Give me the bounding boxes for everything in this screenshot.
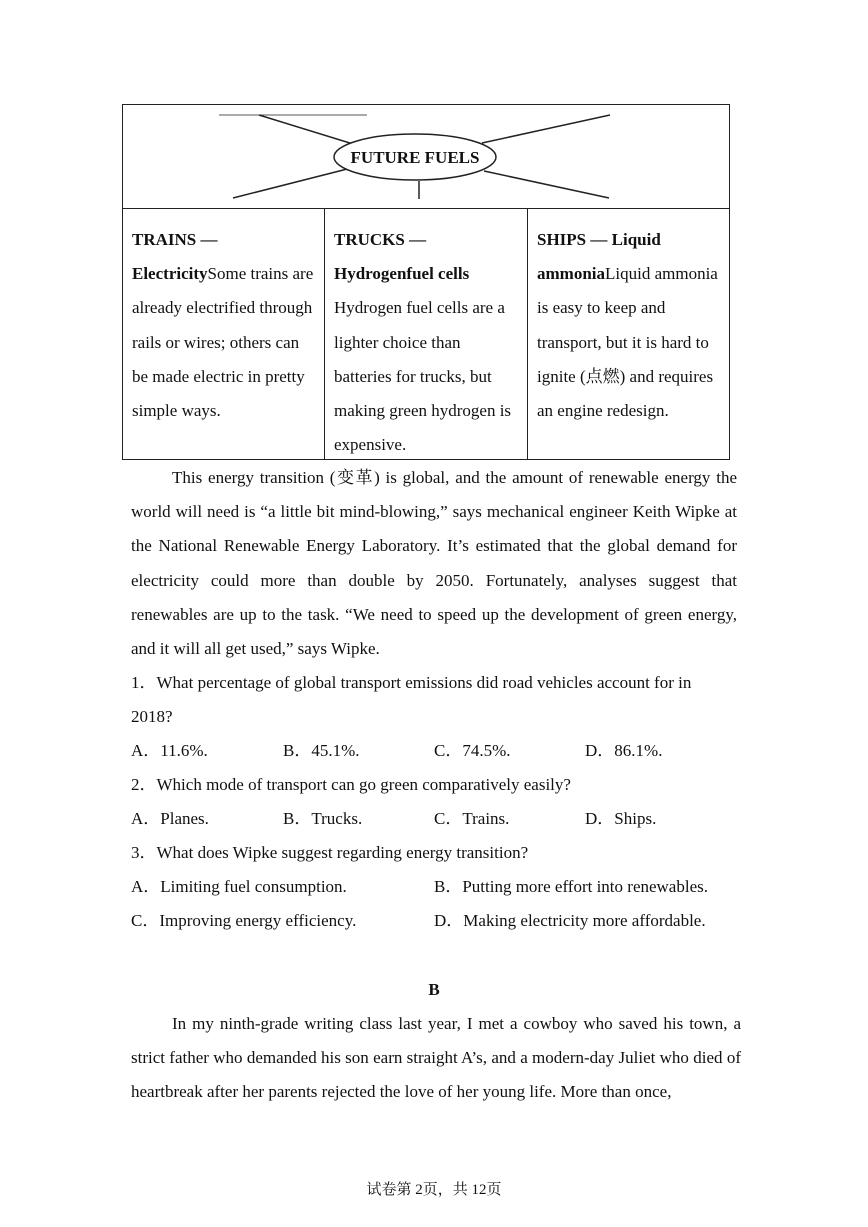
column-trains [123,209,324,459]
question-1-text: 1．What percentage of global transport emissions did road vehicles account for in [131,673,692,692]
question-1-text-cont: 2018? [131,707,173,726]
column-trucks [324,209,527,459]
q1-option-a: A．11.6%. [131,741,208,760]
q3-option-d: D．Making electricity more affordable. [434,911,706,930]
column-subheading: Electricity [132,264,208,284]
column-text: Hydrogen fuel cells are a lighter choice than batteries for trucks, but making green hydrogen is expensive. [334,298,512,455]
diagram-title: FUTURE FUELS [350,148,480,167]
q1-option-d: D．86.1%. [585,741,663,760]
page-footer: 试卷第 2页，共 12页 [366,1182,502,1198]
q2-option-c: C．Trains. [434,809,510,828]
passage-paragraph: This energy transition (变革) is global, and the amount of renewable energy the world will need is “a little bit mind-blowing,” says mechanical engineer Keith Wipke at the National Renewable Energy Laboratory. It’s estimated that the global demand for electricity could more than double by 2050. Fortunately, analyses suggest that renewables are up to the task. “We need to speed up the development of green energy, and it will all get used,” says Wipke. [131,468,737,659]
q2-option-a: A．Planes. [131,809,209,828]
q2-option-d: D．Ships. [585,809,657,828]
section-b-paragraph: In my ninth-grade writing class last year, I met a cowboy who saved his town, a strict father who demanded his son earn straight A’s, and a modern-day Juliet who died of heartbreak after her parents rejected the love of her young life. More than once, [131,1014,741,1102]
question-3-text: 3．What does Wipke suggest regarding energy transition? [131,843,529,862]
q1-option-b: B．45.1%. [283,741,360,760]
future-fuels-diagram [122,104,730,208]
section-b-title: B [428,980,440,999]
column-heading: TRUCKS — [334,230,427,249]
fuels-table [122,208,730,460]
q3-option-a: A．Limiting fuel consumption. [131,877,347,896]
column-subheading: ammonia [537,264,605,284]
q1-option-c: C．74.5%. [434,741,511,760]
q2-option-b: B．Trucks. [283,809,363,828]
column-text: Liquid ammonia is easy to keep and transport, but it is hard to ignite (点燃) and requires an engine redesign. [537,264,718,421]
column-heading: SHIPS — Liquid [537,230,661,249]
diagram-lines [123,105,731,209]
column-text: Some trains are already electrified through rails or wires; others can be made electric in pretty simple ways. [132,264,314,421]
question-2-text: 2．Which mode of transport can go green comparatively easily? [131,775,571,794]
q3-option-c: C．Improving energy efficiency. [131,911,357,930]
column-ships [527,209,729,459]
column-subheading: Hydrogenfuel cells [334,264,470,284]
q3-option-b: B．Putting more effort into renewables. [434,877,708,896]
column-heading: TRAINS — [132,230,218,249]
